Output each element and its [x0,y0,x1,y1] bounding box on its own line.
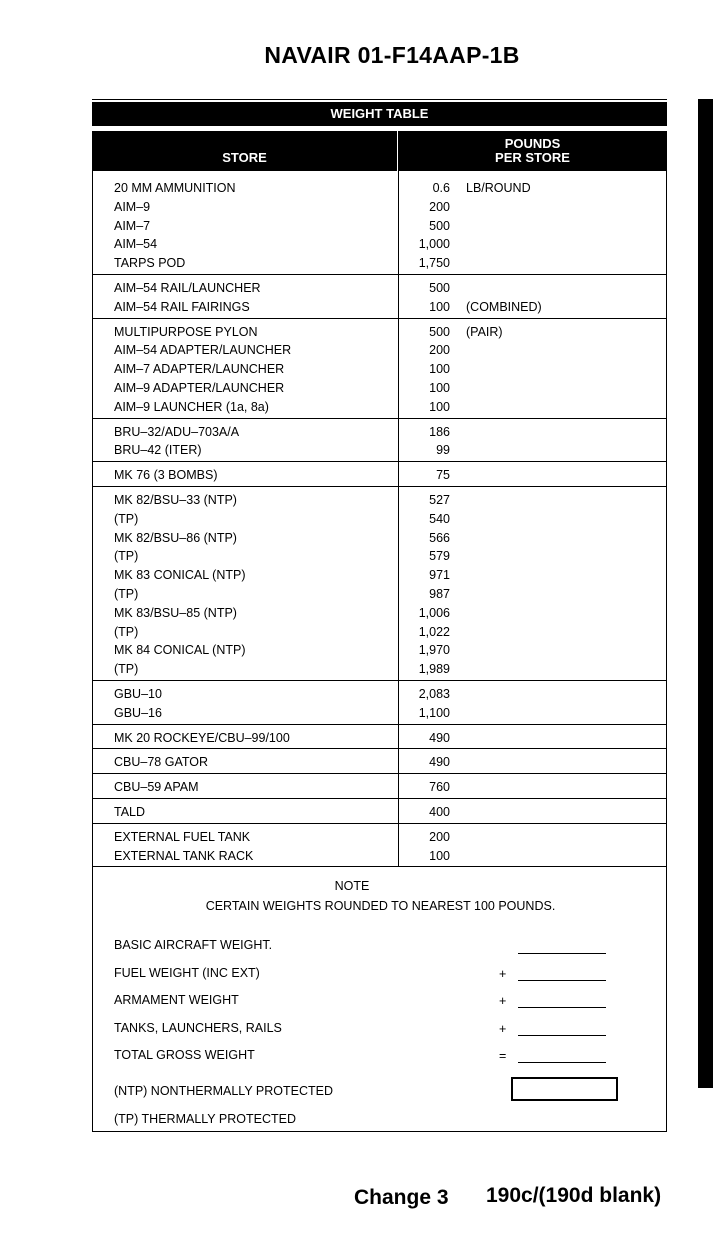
document-title: NAVAIR 01-F14AAP-1B [264,42,520,68]
table-row [93,398,666,417]
store-note [450,398,466,417]
row-group [93,275,666,319]
store-note [450,585,466,604]
table-row [93,847,666,866]
store-weight: 99 [436,443,450,458]
store-name: MK 83/BSU–85 (NTP) [114,605,237,620]
table-row [93,341,666,360]
store-weight: 186 [429,424,450,439]
table-row [93,704,666,723]
calc-label-tanks: TANKS, LAUNCHERS, RAILS [114,1021,282,1036]
calc-label-total: TOTAL GROSS WEIGHT [114,1048,255,1063]
store-name: EXTERNAL FUEL TANK [114,829,251,844]
row-group [93,487,666,681]
table-row [93,179,666,198]
store-name: AIM–54 RAIL/LAUNCHER [114,280,261,295]
table-row [93,778,666,797]
store-note [450,360,466,379]
table-row [93,360,666,379]
store-name: GBU–10 [114,686,162,701]
table-row [93,441,666,460]
store-weight: 971 [429,568,450,583]
store-note [450,510,466,529]
store-name: MK 84 CONICAL (NTP) [114,643,246,658]
calc-blank-tanks [518,1034,606,1036]
table-row [93,753,666,772]
store-note [450,623,466,642]
footer-page-number: 190c/(190d blank) [486,1184,662,1207]
legend-ntp: (NTP) NONTHERMALLY PROTECTED [114,1084,334,1099]
table-row [93,198,666,217]
weight-table [92,99,667,1132]
calc-label-basic: BASIC AIRCRAFT WEIGHT. [114,938,273,953]
store-name: BRU–42 (ITER) [114,443,202,458]
store-note: (COMBINED) [466,299,542,314]
store-note [450,198,466,217]
table-row [93,217,666,236]
row-group [93,824,666,868]
store-weight: 1,750 [418,256,450,271]
calc-blank-total [518,1061,606,1063]
store-weight: 100 [429,399,450,414]
table-row [93,279,666,298]
store-weight: 200 [429,199,450,214]
store-name: AIM–54 ADAPTER/LAUNCHER [114,343,292,358]
store-name: CBU–59 APAM [114,780,199,795]
pounds-header [398,131,667,171]
footer-change: Change 3 [354,1186,449,1209]
row-group [93,171,666,275]
store-weight: 490 [429,755,450,770]
store-name: AIM–9 [114,199,151,214]
calc-blank-armament [518,1006,606,1008]
calc-op-total: = [499,1049,507,1064]
store-note [450,217,466,236]
table-title: WEIGHT TABLE [92,102,667,126]
row-group [93,749,666,774]
store-note [450,423,466,442]
table-body [92,171,667,867]
store-weight: 100 [429,299,450,314]
store-note [450,379,466,398]
row-group [93,681,666,725]
calc-op-tanks: + [499,1022,507,1037]
store-name: (TP) [114,511,139,526]
store-note [450,704,466,723]
store-name: EXTERNAL TANK RACK [114,848,254,863]
table-row [93,623,666,642]
store-note: (PAIR) [466,324,503,339]
store-note [450,529,466,548]
table-row [93,254,666,273]
store-weight: 0.6 [432,181,450,195]
table-row [93,323,666,342]
store-name: AIM–7 ADAPTER/LAUNCHER [114,362,285,377]
store-note [450,341,466,360]
table-row [93,685,666,704]
table-row [93,585,666,604]
store-name: AIM–54 [114,237,158,252]
store-weight: 100 [429,362,450,377]
store-weight: 579 [429,549,450,564]
store-weight: 75 [436,468,450,483]
store-name: MK 76 (3 BOMBS) [114,468,218,483]
row-group [93,419,666,463]
store-note [450,828,466,847]
store-weight: 1,970 [418,643,450,658]
table-row [93,423,666,442]
store-weight: 500 [429,218,450,233]
store-weight: 540 [429,511,450,526]
table-row [93,828,666,847]
store-weight: 527 [429,492,450,507]
table-row [93,547,666,566]
store-name: AIM–7 [114,218,151,233]
store-name: (TP) [114,662,139,677]
table-row [93,566,666,585]
calc-label-armament: ARMAMENT WEIGHT [114,993,239,1008]
store-weight: 987 [429,586,450,601]
store-weight: 100 [429,848,450,863]
store-name: MK 83 CONICAL (NTP) [114,568,246,583]
store-note: LB/ROUND [466,181,531,195]
store-note [450,685,466,704]
store-name: GBU–16 [114,705,162,720]
store-name: TALD [114,804,146,819]
table-row [93,466,666,485]
store-note [450,254,466,273]
store-weight: 1,989 [418,662,450,677]
notes-section [92,867,667,1132]
table-row [93,604,666,623]
store-note [450,847,466,866]
store-name: MK 82/BSU–33 (NTP) [114,492,237,507]
pounds-header-line1: POUNDS [504,136,561,151]
table-row [93,529,666,548]
store-note [450,547,466,566]
table-header [92,131,667,171]
store-weight: 400 [429,804,450,819]
store-note [450,729,466,748]
store-weight: 100 [429,380,450,395]
calc-op-armament: + [499,994,507,1009]
table-row [93,235,666,254]
calc-blank-basic [518,952,606,954]
calc-blank-fuel [518,979,606,981]
store-name: MULTIPURPOSE PYLON [114,324,258,339]
store-name: AIM–54 RAIL FAIRINGS [114,299,250,314]
row-group [93,725,666,750]
store-name: CBU–78 GATOR [114,755,209,770]
row-group [93,319,666,419]
store-weight: 1,022 [418,624,450,639]
store-weight: 1,000 [418,237,450,252]
store-note [450,778,466,797]
store-header: STORE [92,131,398,171]
store-weight: 1,006 [418,605,450,620]
table-row [93,491,666,510]
table-row [93,379,666,398]
table-row [93,510,666,529]
store-note [450,641,466,660]
legend-box [511,1077,618,1101]
change-bar [698,99,713,1088]
store-name: BRU–32/ADU–703A/A [114,424,240,439]
note-text: CERTAIN WEIGHTS ROUNDED TO NEAREST 100 POUNDS. [205,899,556,914]
store-weight: 500 [429,324,450,339]
store-note [450,235,466,254]
table-row [93,641,666,660]
table-row [93,660,666,679]
store-name: AIM–9 LAUNCHER (1a, 8a) [114,399,269,414]
store-note [450,604,466,623]
store-note [450,803,466,822]
store-weight: 760 [429,780,450,795]
store-name: 20 MM AMMUNITION [114,181,236,195]
store-note [450,566,466,585]
store-weight: 1,100 [418,705,450,720]
store-weight: 2,083 [418,686,450,701]
store-note [450,491,466,510]
store-note [450,660,466,679]
store-note [450,279,466,298]
store-name: (TP) [114,624,139,639]
calc-label-fuel: FUEL WEIGHT (INC EXT) [114,966,260,981]
store-weight: 490 [429,730,450,745]
table-row [93,803,666,822]
store-weight: 500 [429,280,450,295]
store-note [450,466,466,485]
store-note [450,753,466,772]
pounds-header-line2: PER STORE [495,150,570,165]
store-name: MK 82/BSU–86 (NTP) [114,530,237,545]
row-group [93,799,666,824]
table-row [93,729,666,748]
store-name: AIM–9 ADAPTER/LAUNCHER [114,380,285,395]
store-name: (TP) [114,549,139,564]
store-name: MK 20 ROCKEYE/CBU–99/100 [114,730,290,745]
row-group [93,462,666,487]
store-name: TARPS POD [114,256,186,271]
store-weight: 200 [429,343,450,358]
legend-tp: (TP) THERMALLY PROTECTED [114,1112,296,1127]
store-note [450,441,466,460]
store-name: (TP) [114,586,139,601]
table-row [93,298,666,317]
note-title: NOTE [334,879,370,894]
row-group [93,774,666,799]
store-weight: 566 [429,530,450,545]
store-weight: 200 [429,829,450,844]
top-rule [92,99,667,100]
calc-op-fuel: + [499,967,507,982]
